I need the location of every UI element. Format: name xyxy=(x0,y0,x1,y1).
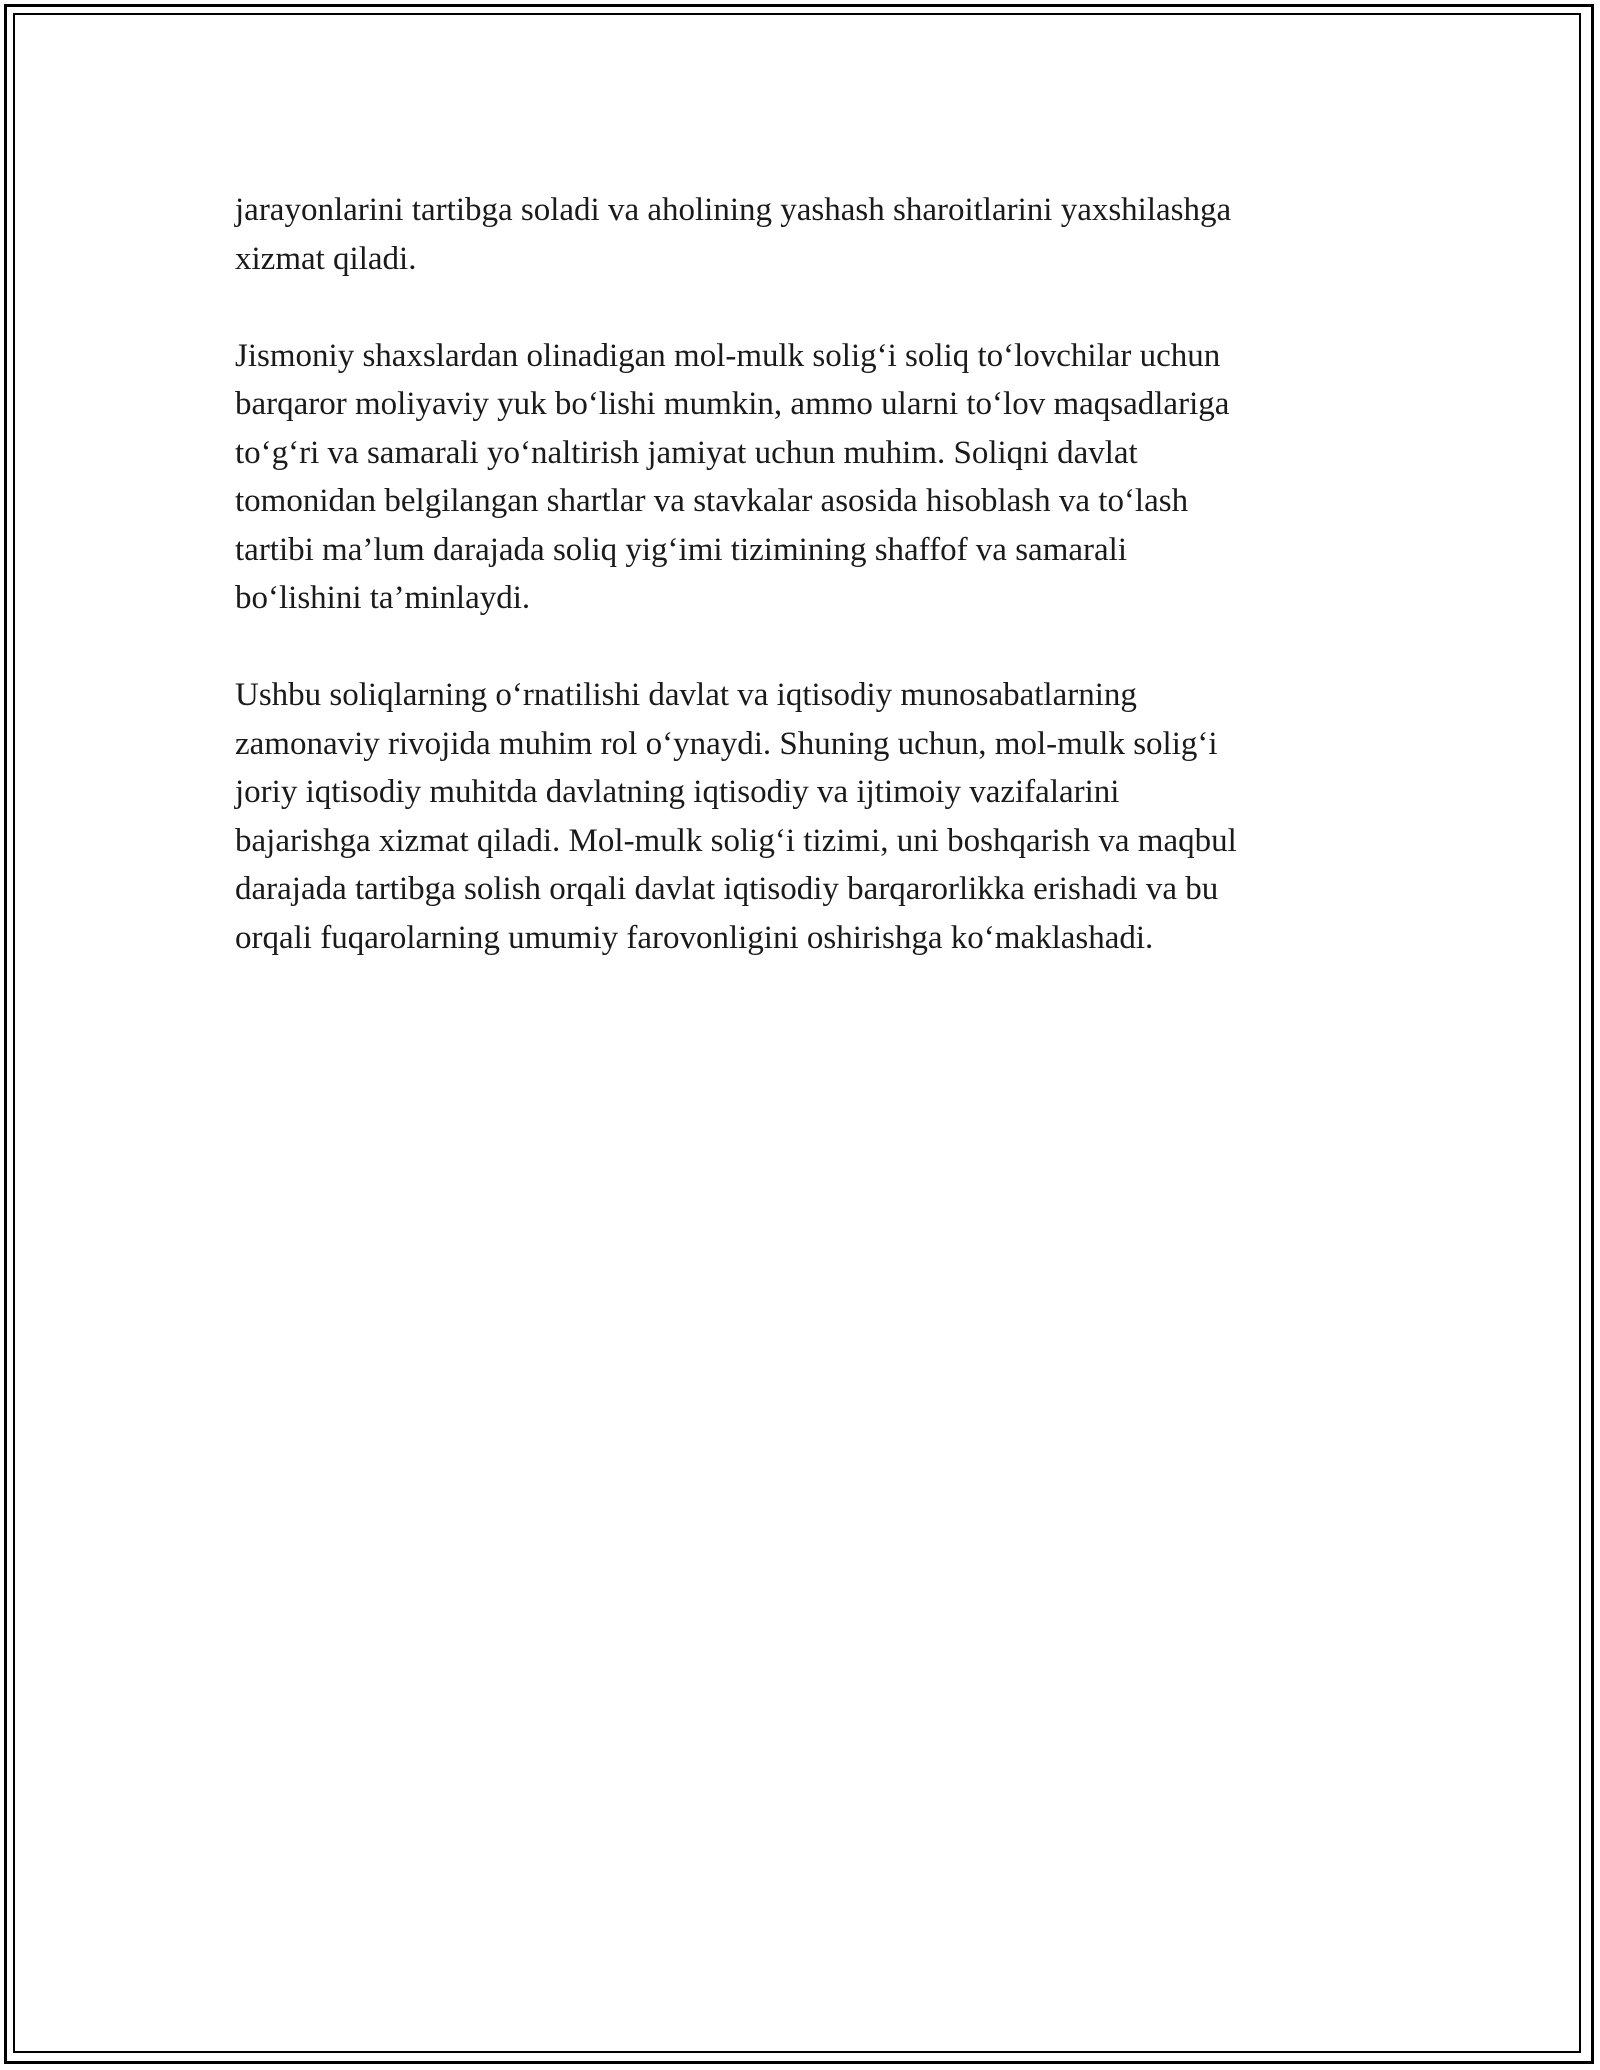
text-line: Ushbu soliqlarning o‘rnatilishi davlat va iqtisodiy munosabatlarning xyxy=(235,677,1137,713)
document-body xyxy=(235,186,1365,1011)
paragraph-3 xyxy=(235,671,1365,962)
paragraph-1 xyxy=(235,186,1365,283)
text-line: tartibi ma’lum darajada soliq yig‘imi tizimining shaffof va samarali xyxy=(235,531,1127,568)
text-line: Jismoniy shaxslardan olinadigan mol-mulk solig‘i soliq to‘lovchilar uchun xyxy=(235,337,1221,374)
text-line: bo‘lishini ta’minlaydi. xyxy=(235,580,531,616)
text-line: zamonaviy rivojida muhim rol o‘ynaydi. Shuning uchun, mol-mulk solig‘i xyxy=(235,725,1218,762)
text-line: joriy iqtisodiy muhitda davlatning iqtisodiy va ijtimoiy vazifalarini xyxy=(235,774,1120,810)
text-line: bajarishga xizmat qiladi. Mol-mulk solig‘i tizimi, uni boshqarish va maqbul xyxy=(235,822,1237,859)
text-line: barqaror moliyaviy yuk bo‘lishi mumkin, ammo ularni to‘lov maqsadlariga xyxy=(235,386,1230,422)
text-line: orqali fuqarolarning umumiy farovonligini oshirishga ko‘maklashadi. xyxy=(235,919,1154,956)
text-line: jarayonlarini tartibga soladi va aholining yashash sharoitlarini yaxshilashga xyxy=(235,192,1232,228)
text-line: tomonidan belgilangan shartlar va stavkalar asosida hisoblash va to‘lash xyxy=(235,483,1189,519)
text-line: darajada tartibga solish orqali davlat iqtisodiy barqarorlikka erishadi va bu xyxy=(235,871,1219,907)
text-line: to‘g‘ri va samarali yo‘naltirish jamiyat uchun muhim. Soliqni davlat xyxy=(235,434,1138,471)
paragraph-2 xyxy=(235,332,1365,623)
text-line: xizmat qiladi. xyxy=(235,240,417,277)
